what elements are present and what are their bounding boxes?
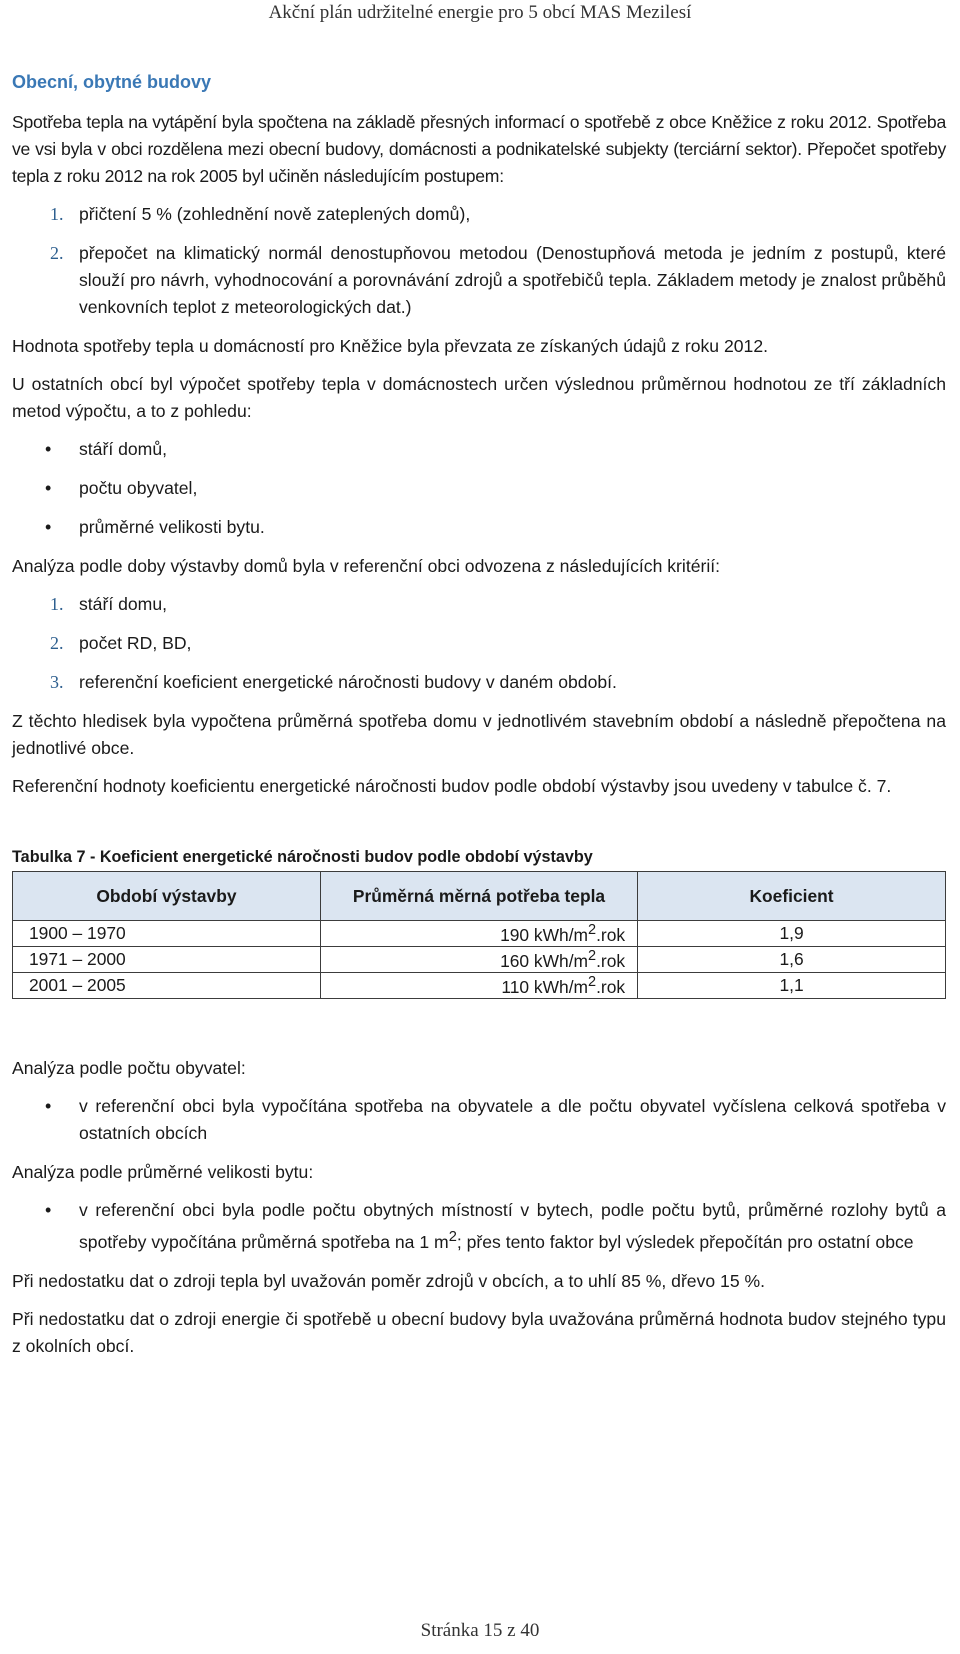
- demand-unit: .rok: [596, 976, 626, 997]
- demand-value: 110 kWh/m: [501, 976, 589, 997]
- construction-paragraph: Analýza podle doby výstavby domů byla v referenční obci odvozena z následujících kritérií:: [12, 556, 721, 576]
- list-number: 1.: [50, 594, 64, 614]
- demand-cell: [320, 947, 637, 973]
- page-footer: Stránka 15 z 40: [420, 1620, 540, 1641]
- demand-exponent: 2: [588, 921, 597, 938]
- document-body: [12, 72, 946, 1371]
- bullet-icon: •: [45, 1200, 52, 1220]
- column-header: Koeficient: [638, 872, 946, 921]
- population-list: [12, 1093, 946, 1147]
- page-header: Akční plán udržitelné energie pro 5 obcí MAS Mezilesí: [268, 2, 692, 23]
- coefficient-cell: 1,6: [638, 947, 946, 973]
- coefficient-cell: 1,9: [638, 921, 946, 947]
- methods-paragraph: U ostatních obcí byl výpočet spotřeby tepla v domácnostech určen výslednou průměrnou hodnotou ze tří základních metod výpočtu, a to z pohledu:: [12, 374, 946, 421]
- table-row: [13, 921, 946, 947]
- list-item-text: průměrné velikosti bytu.: [79, 517, 265, 537]
- demand-exponent: 2: [588, 947, 597, 964]
- list-number: 2.: [50, 243, 64, 263]
- period-cell: 1900 – 1970: [13, 921, 321, 947]
- flat-size-text-part2: ; přes tento faktor byl výsledek přepočítán pro ostatní obce: [456, 1231, 914, 1252]
- column-header: Průměrná měrná potřeba tepla: [320, 872, 637, 921]
- list-item-text: stáří domů,: [79, 439, 168, 459]
- flat-size-text-part1: v referenční obci byla podle počtu obytných místností v bytech, podle počtu bytů, průměrné rozlohy bytů a spotřeby vypočítána průměrná spotřeba na 1 m: [79, 1200, 946, 1252]
- methods-list: [12, 436, 946, 541]
- list-item-text: v referenční obci byla vypočítána spotřeba na obyvatele a dle počtu obyvatel vyčíslena celková spotřeba v ostatních obcích: [79, 1096, 946, 1143]
- list-item-text: [79, 1200, 946, 1252]
- list-item: [12, 630, 946, 657]
- list-item-text: přičtení 5 % (zohlednění nově zateplených domů),: [79, 204, 471, 224]
- flat-size-heading: Analýza podle průměrné velikosti bytu:: [12, 1162, 314, 1182]
- bullet-icon: •: [45, 517, 52, 537]
- period-cell: 2001 – 2005: [13, 973, 321, 999]
- conversion-steps-list: [12, 201, 946, 321]
- calculation-paragraph: Z těchto hledisek byla vypočtena průměrná spotřeba domu v jednotlivém stavebním období a následně přepočtena na jednotlivé obce.: [12, 711, 946, 758]
- list-number: 1.: [50, 204, 64, 224]
- list-item: [12, 514, 946, 541]
- demand-cell: [320, 973, 637, 999]
- list-item: [12, 669, 946, 696]
- coefficient-cell: 1,1: [638, 973, 946, 999]
- coefficient-table: [12, 871, 946, 999]
- list-item: [12, 436, 946, 463]
- table-row: [13, 973, 946, 999]
- demand-value: 160 kWh/m: [500, 950, 589, 971]
- heat-source-paragraph: Při nedostatku dat o zdroji tepla byl uvažován poměr zdrojů v obcích, a to uhlí 85 %, dřevo 15 %.: [12, 1270, 766, 1291]
- population-heading: Analýza podle počtu obyvatel:: [12, 1058, 246, 1078]
- list-item: [12, 1093, 946, 1147]
- bullet-icon: •: [45, 1096, 52, 1116]
- list-item-text: stáří domu,: [79, 594, 168, 614]
- reference-values-paragraph: Referenční hodnoty koeficientu energetické náročnosti budov podle období výstavby jsou uvedeny v tabulce č. 7.: [12, 776, 892, 796]
- bullet-icon: •: [45, 478, 52, 498]
- municipal-building-paragraph: Při nedostatku dat o zdroji energie či spotřebě u obecní budovy byla uvažována průměrná hodnota budov stejného typu z okolních obcí.: [12, 1308, 946, 1356]
- demand-exponent: 2: [588, 973, 597, 990]
- table-row: [13, 947, 946, 973]
- demand-unit: .rok: [596, 950, 626, 971]
- list-item: [12, 240, 946, 321]
- column-header: Období výstavby: [13, 872, 321, 921]
- demand-value: 190 kWh/m: [500, 924, 589, 945]
- list-item-text: přepočet na klimatický normál denostupňovou metodou (Denostupňová metoda je jedním z postupů, které slouží pro návrh, vyhodnocování a porovnávání zdrojů a spotřebičů tepla. Základem metody je znalost průběhů venkovních teplot z meteorologických dat.): [79, 243, 946, 317]
- table-caption: Tabulka 7 - Koeficient energetické náročnosti budov podle období výstavby: [12, 848, 593, 866]
- section-heading: Obecní, obytné budovy: [12, 72, 212, 92]
- criteria-list: [12, 591, 946, 696]
- bullet-icon: •: [45, 439, 52, 459]
- list-item-text: referenční koeficient energetické náročnosti budovy v daném období.: [79, 672, 617, 692]
- demand-cell: [320, 921, 637, 947]
- demand-unit: .rok: [596, 924, 626, 945]
- list-item: [12, 201, 946, 228]
- list-item-text: počet RD, BD,: [79, 633, 192, 653]
- spacer: [12, 999, 946, 1055]
- households-paragraph: Hodnota spotřeby tepla u domácností pro Kněžice byla převzata ze získaných údajů z roku 2012.: [12, 336, 768, 356]
- list-item: [12, 591, 946, 618]
- list-item-text: počtu obyvatel,: [79, 478, 198, 498]
- list-item: [12, 475, 946, 502]
- table-header-row: [13, 872, 946, 921]
- intro-paragraph: Spotřeba tepla na vytápění byla spočtena na základě přesných informací o spotřebě z obce Kněžice z roku 2012. Spotřeba ve vsi byla v obci rozdělena mezi obecní budovy, domácnosti a podnikatelské subjekty (terciární sektor). Přepočet spotřeby tepla z roku 2012 na rok 2005 byl učiněn následujícím postupem:: [12, 112, 946, 186]
- flat-size-list: [12, 1197, 946, 1256]
- list-number: 3.: [50, 672, 64, 692]
- list-item: [12, 1197, 946, 1256]
- period-cell: 1971 – 2000: [13, 947, 321, 973]
- list-number: 2.: [50, 633, 64, 653]
- flat-size-exponent: 2: [448, 1229, 457, 1245]
